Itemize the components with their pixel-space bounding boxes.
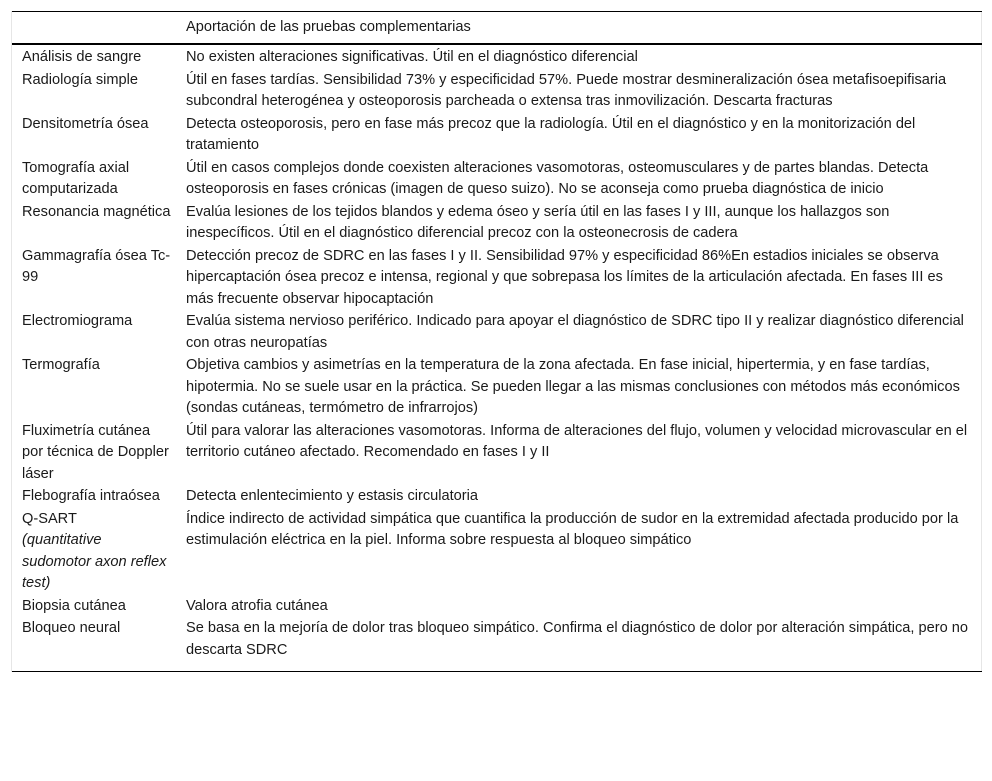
test-contribution: Detección precoz de SDRC en las fases I y II. Sensibilidad 97% y especificidad 86%En estadios iniciales se observa hipercaptación ósea precoz e intensa, regional y que sobrepasa los límites de la articulación afectada. En fases III es más frecuente observar hipocaptación — [186, 247, 943, 307]
table-row — [12, 44, 982, 70]
test-contribution: No existen alteraciones significativas. Útil en el diagnóstico diferencial — [186, 49, 638, 65]
test-label: Biopsia cutánea — [22, 597, 126, 614]
table-row — [12, 355, 982, 421]
test-contribution: Objetiva cambios y asimetrías en la temperatura de la zona afectada. En fase inicial, hipertermia, y en fase tardías, hipotermia. No se suele usar en la práctica. Se pueden llegar a las mismas conclusiones con métodos más económicos (sondas cutáneas, termómetro de infrarrojos) — [186, 357, 960, 416]
complementary-tests-table — [12, 11, 982, 672]
table-row — [12, 509, 982, 596]
test-label: Flebografía intraósea — [22, 488, 160, 504]
test-name — [12, 114, 176, 158]
test-name — [12, 70, 176, 114]
table-row — [12, 158, 982, 202]
test-label: Fluximetría cutánea por técnica de Doppler láser — [22, 422, 169, 482]
test-label: Resonancia magnética — [22, 203, 171, 220]
test-contribution: Se basa en la mejoría de dolor tras bloqueo simpático. Confirma el diagnóstico de dolor por alteración simpática, pero no descarta SDRC — [186, 620, 969, 658]
test-contribution: Índice indirecto de actividad simpática que cuantifica la producción de sudor en la extremidad afectada producido por la estimulación eléctrica en la piel. Informa sobre respuesta al bloqueo simpático — [186, 510, 959, 548]
test-name — [12, 509, 176, 596]
test-name — [12, 618, 176, 672]
test-label: Análisis de sangre — [22, 49, 142, 65]
table-row — [12, 486, 982, 509]
table-row — [12, 618, 982, 672]
test-contribution: Valora atrofia cutánea — [186, 597, 328, 614]
test-label: Gammagrafía ósea Tc-99 — [22, 247, 171, 285]
table-row — [12, 202, 982, 246]
test-name — [12, 596, 176, 619]
table-header — [12, 12, 982, 45]
test-contribution: Útil en fases tardías. Sensibilidad 73% y especificidad 57%. Puede mostrar desmineralización ósea metafisoepifisaria subcondral heterogénea y osteoporosis parcheada o extensa tras inmovilización. Descarta fracturas — [186, 71, 947, 109]
table-row — [12, 311, 982, 355]
test-label: Bloqueo neural — [22, 620, 121, 636]
table-row — [12, 596, 982, 619]
test-contribution: Detecta enlentecimiento y estasis circulatoria — [186, 488, 479, 504]
test-label: Electromiograma — [22, 313, 133, 329]
header-row — [12, 12, 982, 45]
table-row — [12, 421, 982, 487]
test-name — [12, 421, 176, 487]
test-name — [12, 202, 176, 246]
test-contribution: Evalúa sistema nervioso periférico. Indicado para apoyar el diagnóstico de SDRC tipo II y realizar diagnóstico diferencial con otras neuropatías — [186, 313, 964, 351]
test-contribution: Detecta osteoporosis, pero en fase más precoz que la radiología. Útil en el diagnóstico y en la monitorización del tratamiento — [186, 115, 916, 153]
test-label: Termografía — [22, 357, 100, 373]
test-name — [12, 486, 176, 509]
test-label: Radiología simple — [22, 71, 139, 88]
test-name — [12, 311, 176, 355]
test-name — [12, 158, 176, 202]
test-label: Tomografía axial computarizada — [22, 159, 130, 197]
test-name — [12, 44, 176, 70]
table-container — [11, 11, 982, 672]
test-contribution: Útil para valorar las alteraciones vasomotoras. Informa de alteraciones del flujo, volumen y velocidad microvascular en el territorio cutáneo afectado. Recomendado en fases I y II — [186, 422, 968, 460]
test-label: Densitometría ósea — [22, 115, 149, 132]
test-contribution: Útil en casos complejos donde coexisten alteraciones vasomotoras, osteomusculares y de partes blandas. Detecta osteoporosis en fases crónicas (imagen de queso suizo). No se aconseja como prueba diagnóstica de inicio — [186, 159, 929, 197]
header-contribution-column: Aportación de las pruebas complementarias — [186, 19, 471, 35]
test-name — [12, 355, 176, 421]
table-row — [12, 114, 982, 158]
test-name — [12, 246, 176, 312]
test-label-expansion: (quantitative sudomotor axon reflex test) — [22, 532, 167, 591]
header-test-column — [12, 12, 176, 45]
table-row — [12, 246, 982, 312]
table-row — [12, 70, 982, 114]
test-label: Q-SART — [22, 510, 77, 527]
test-contribution: Evalúa lesiones de los tejidos blandos y edema óseo y sería útil en las fases I y III, aunque los hallazgos son inespecíficos. Útil en el diagnóstico diferencial precoz con la osteonecrosis de cadera — [186, 203, 890, 241]
table-body — [12, 44, 982, 672]
